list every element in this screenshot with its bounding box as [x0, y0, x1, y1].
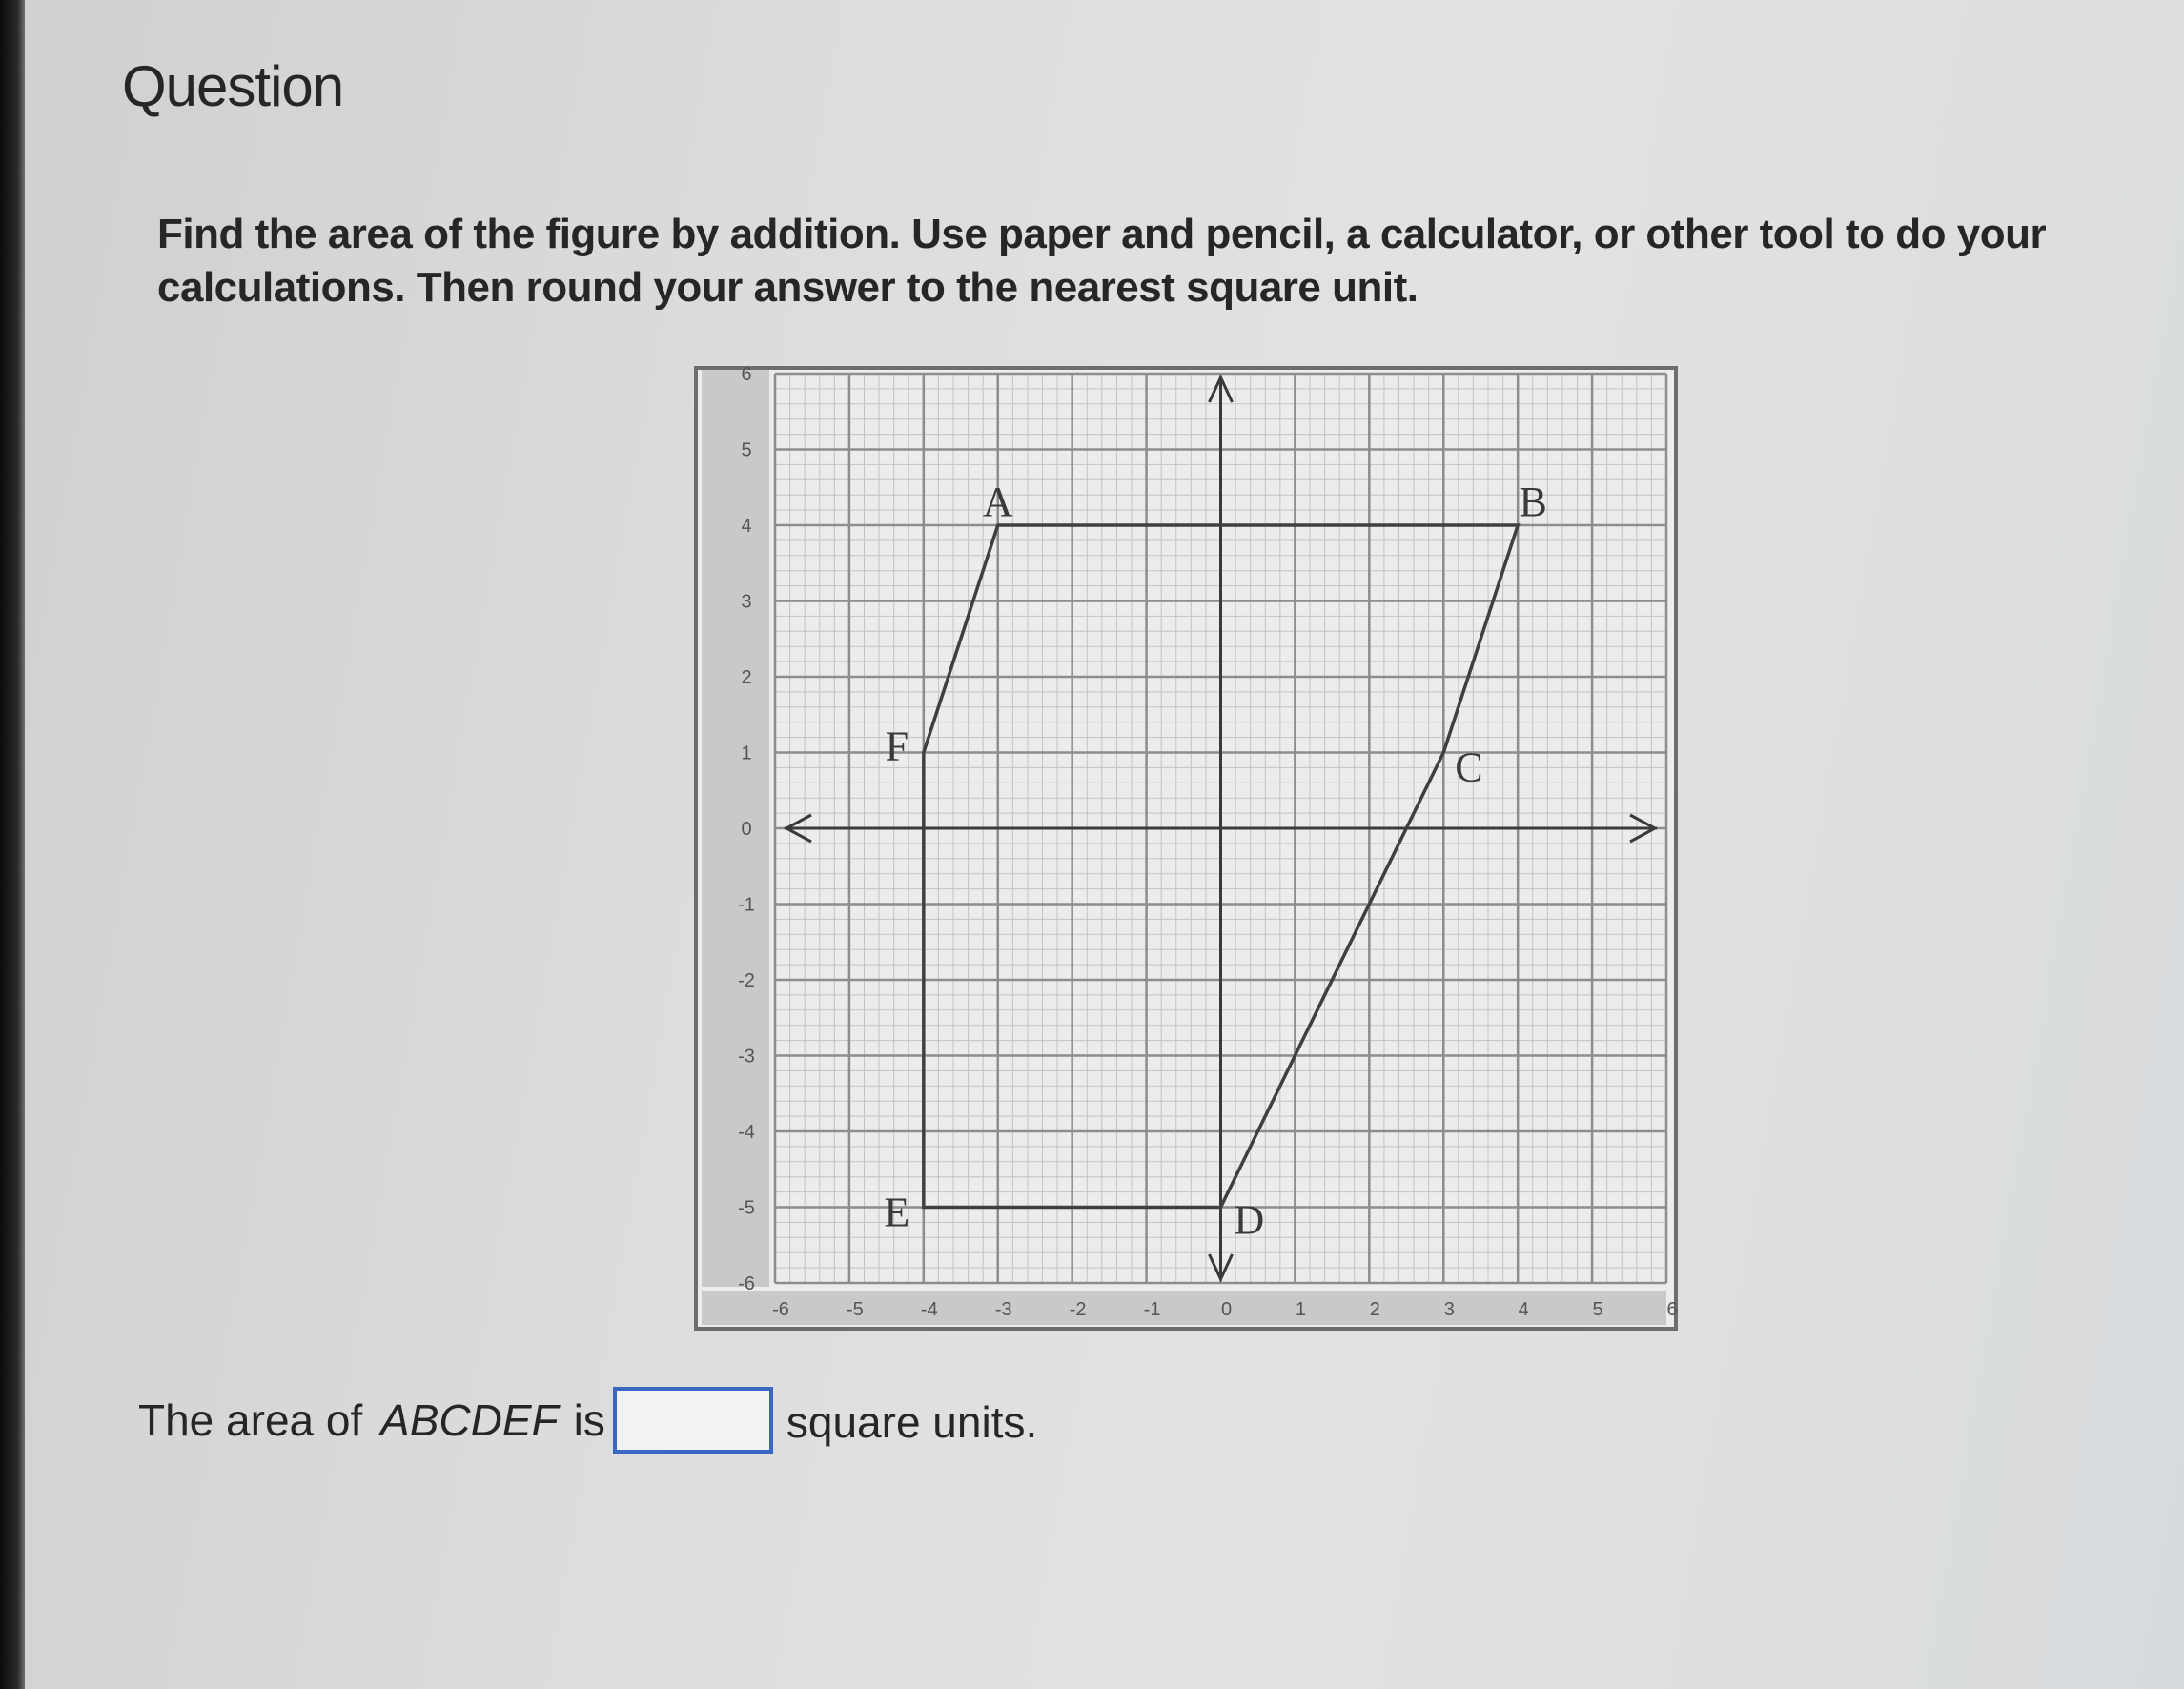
question-heading: Question [122, 54, 344, 118]
y-tick-label: -1 [738, 894, 755, 916]
x-tick-label: 5 [1592, 1299, 1603, 1320]
x-tick-label: 4 [1518, 1299, 1529, 1320]
y-tick-label: -5 [738, 1197, 755, 1219]
x-tick-label: -3 [994, 1299, 1012, 1320]
y-tick-label: 5 [741, 439, 752, 461]
vertex-labels [884, 478, 1546, 1244]
answer-figure-name: ABCDEF [380, 1395, 559, 1445]
answer-suffix: square units. [786, 1397, 1038, 1447]
vertex-label-a: A [982, 478, 1013, 525]
y-tick-label: -2 [738, 970, 755, 991]
y-tick-label: -3 [738, 1046, 755, 1068]
answer-line [138, 1387, 1037, 1454]
x-tick-label: -2 [1069, 1299, 1087, 1320]
x-tick-label: 6 [1666, 1299, 1678, 1320]
x-tick-label: -4 [920, 1299, 938, 1320]
y-tick-label: 2 [741, 667, 752, 688]
monitor-bezel [0, 0, 25, 1689]
y-tick-label: 4 [741, 516, 752, 537]
x-tick-label: 3 [1443, 1299, 1455, 1320]
vertex-label-c: C [1455, 743, 1483, 791]
y-tick-label: 1 [741, 743, 752, 764]
x-tick-label: 1 [1295, 1299, 1306, 1320]
y-tick-label: 0 [741, 819, 752, 840]
vertex-label-f: F [885, 722, 909, 770]
vertex-label-b: B [1519, 478, 1547, 525]
answer-prefix: The area of [138, 1395, 376, 1445]
y-tick-label: -4 [738, 1122, 755, 1143]
x-tick-label: -1 [1143, 1299, 1161, 1320]
y-tick-label: 3 [741, 591, 752, 613]
question-prompt: Find the area of the figure by addition. Use paper and pencil, a calculator, or other tool to do your calculations. Then round your answer to the nearest square unit. [157, 211, 2047, 311]
answer-is-text: is [573, 1395, 605, 1445]
x-tick-label: -6 [772, 1299, 789, 1320]
area-answer-input[interactable] [613, 1387, 773, 1454]
vertex-label-e: E [884, 1189, 910, 1236]
x-tick-label: -5 [847, 1299, 864, 1320]
y-tick-label: -6 [738, 1273, 755, 1294]
coordinate-graph [694, 366, 1678, 1331]
x-tick-label: 0 [1220, 1299, 1233, 1320]
y-tick-label: 6 [741, 366, 752, 385]
y-label-strip [702, 370, 769, 1287]
vertex-label-d: D [1234, 1196, 1265, 1244]
x-tick-label: 2 [1369, 1299, 1380, 1320]
